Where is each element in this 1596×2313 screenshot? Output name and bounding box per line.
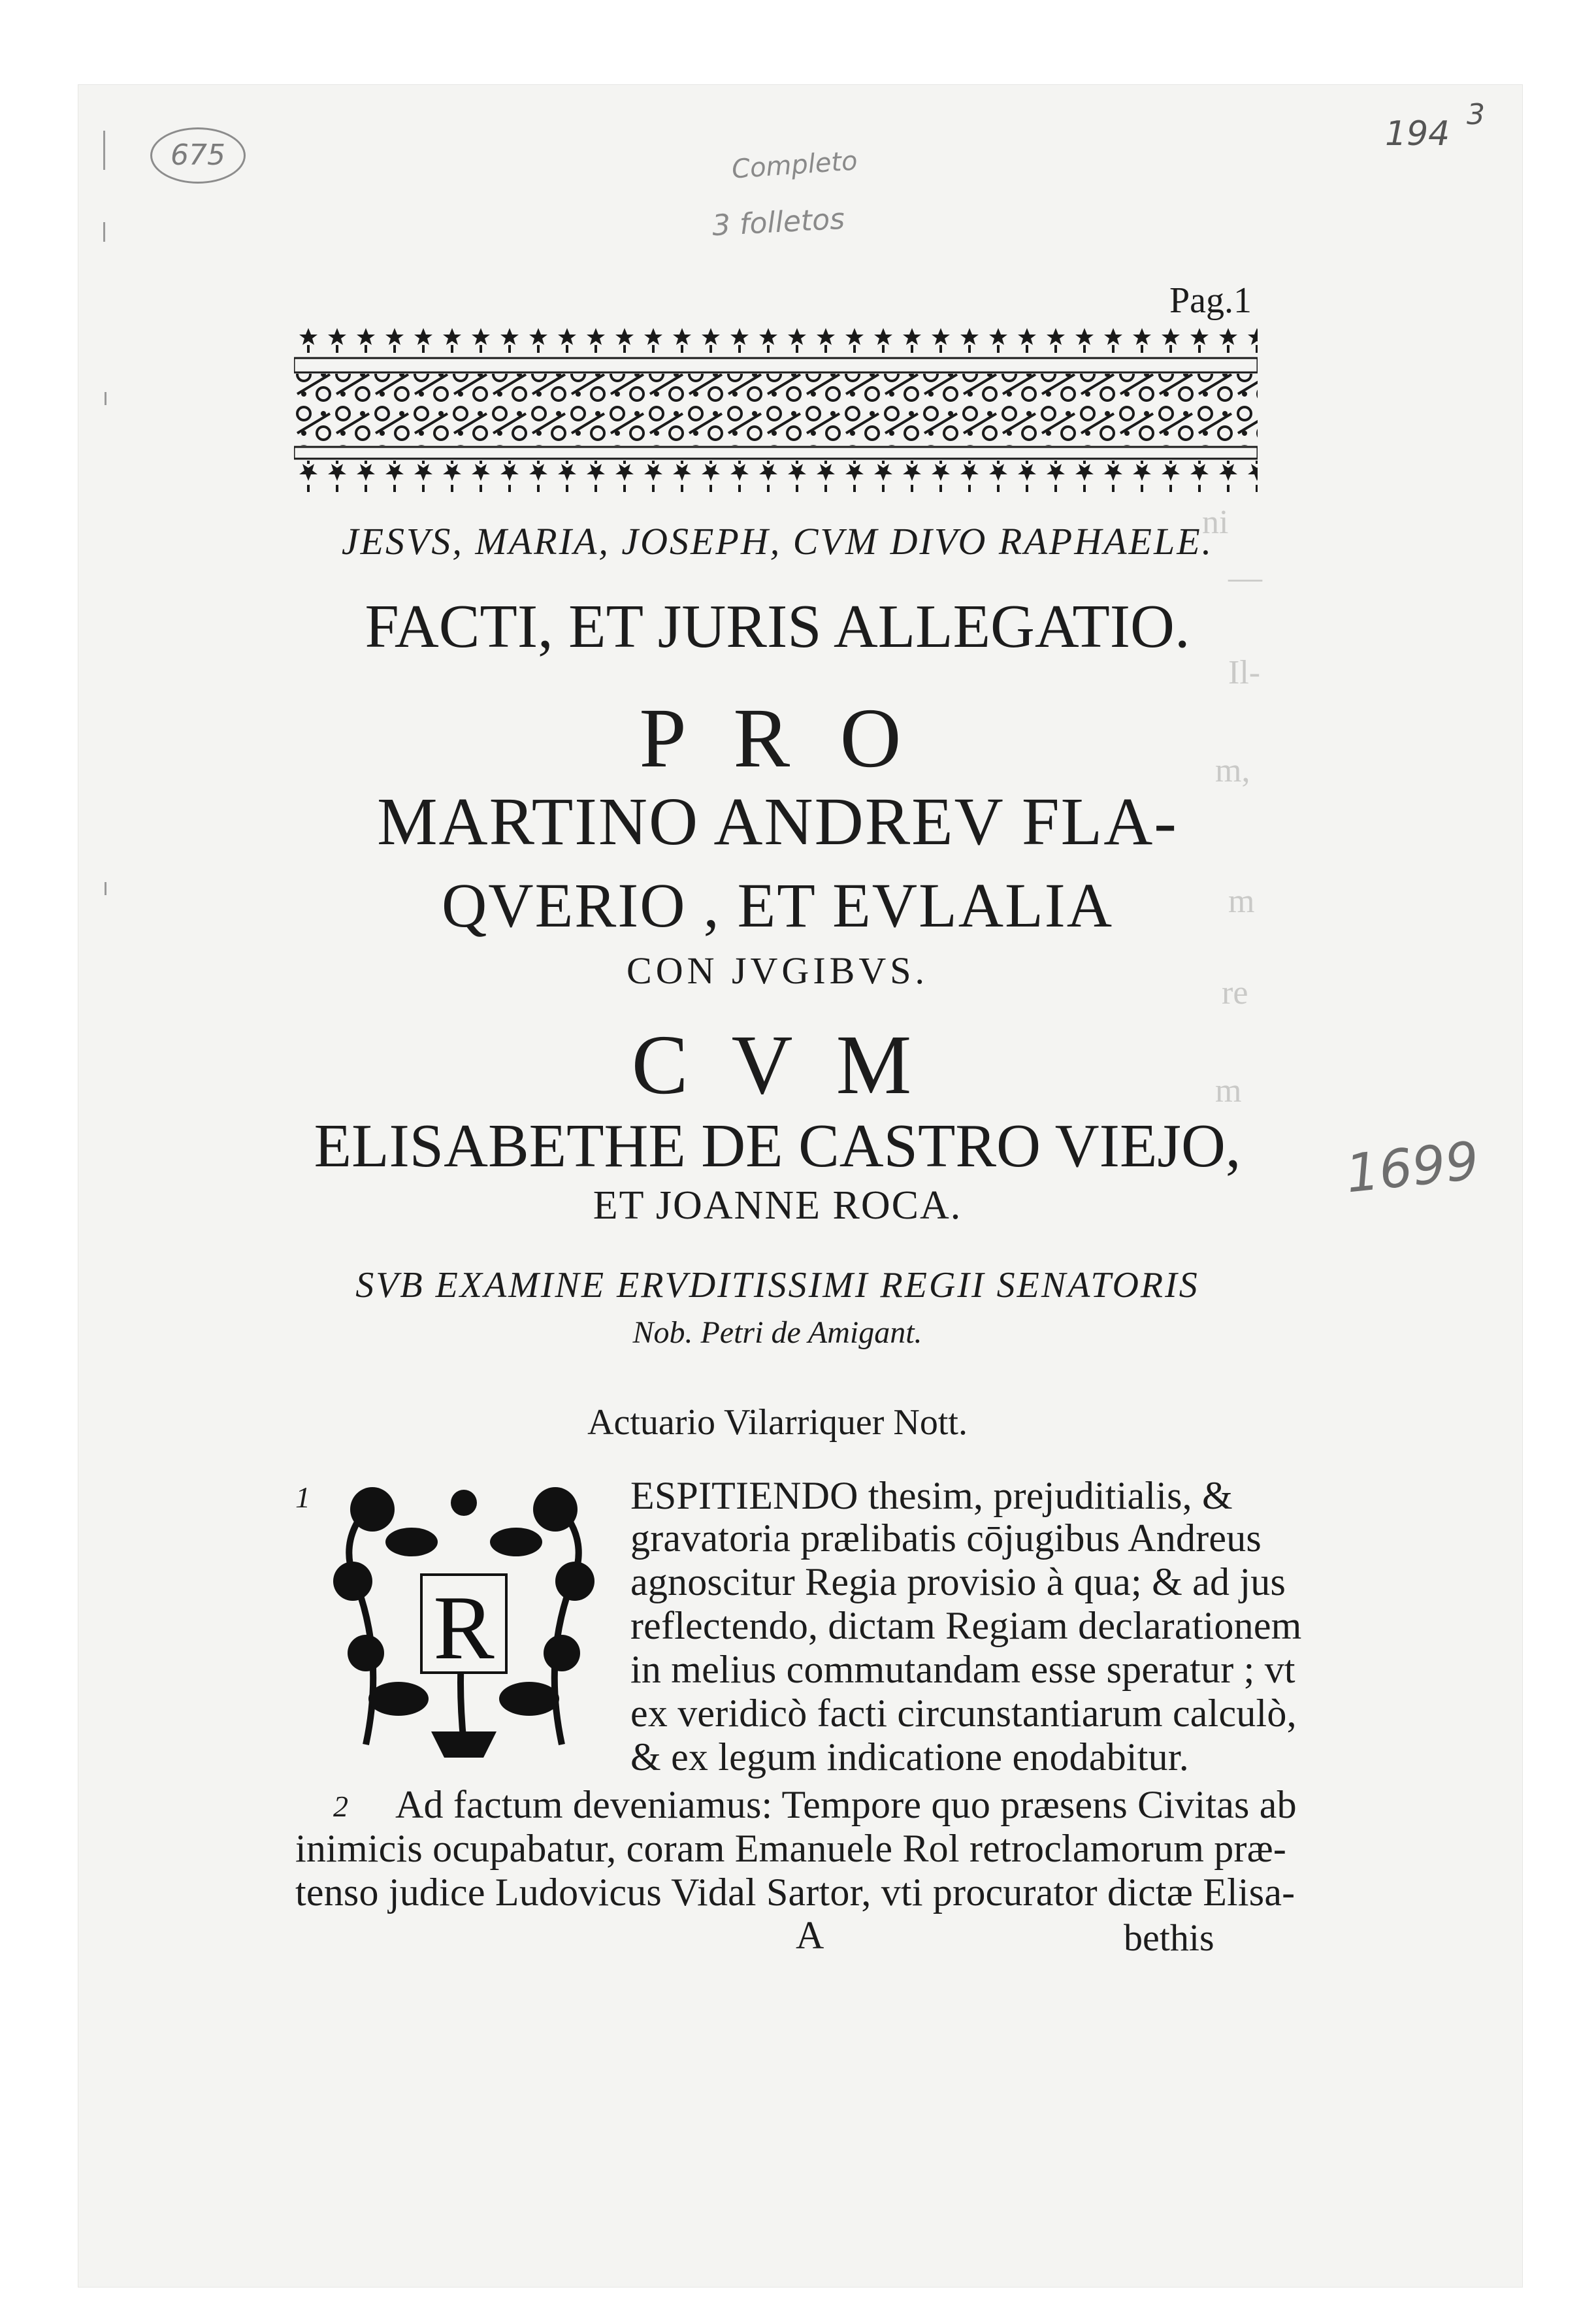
- title-line-1: FACTI, ET JURIS ALLEGATIO.: [365, 593, 1190, 661]
- paragraph-number-1: 1: [295, 1481, 310, 1514]
- bleed-through-ghost: re: [1222, 974, 1248, 1011]
- paragraph-number-2: 2: [333, 1790, 348, 1823]
- para1-line: reflectendo, dictam Regiam declarationem: [630, 1604, 1302, 1647]
- page-number: Pag.1: [1169, 280, 1252, 321]
- para1-line: agnoscitur Regia provisio à qua; & ad jus: [630, 1560, 1286, 1603]
- title-line-7: ELISABETHE DE CASTRO VIEJO,: [314, 1112, 1241, 1180]
- bleed-through-ghost: —: [1228, 559, 1262, 597]
- title-line-5: CON JVGIBVS.: [627, 949, 928, 992]
- title-line-8: ET JOANNE ROCA.: [593, 1183, 962, 1228]
- pencil-note-folletos: 3 folletos: [711, 202, 846, 243]
- title-line-3: MARTINO ANDREV FLA-: [377, 784, 1178, 859]
- bleed-through-ghost: m,: [1215, 752, 1250, 789]
- pencil-year-note: 1699: [1343, 1130, 1482, 1205]
- bleed-through-ghost: ni: [1202, 504, 1229, 541]
- para1-line: gravatoria prælibatis cōjugibus Andreus: [630, 1517, 1262, 1560]
- pencil-note-completo: Completo: [730, 146, 859, 185]
- archive-number-stamp: 675: [150, 127, 246, 184]
- title-line-2: P R O: [639, 691, 916, 785]
- binding-mark: [105, 882, 106, 895]
- pencil-folio-number: 194: [1385, 114, 1450, 154]
- ornament-band: [294, 325, 1258, 492]
- catchword: bethis: [1124, 1916, 1214, 1959]
- binding-mark: [103, 131, 105, 170]
- decorative-initial-r: [327, 1483, 601, 1758]
- para1-line: ESPITIENDO thesim, prejuditialis, &: [630, 1474, 1233, 1517]
- title-line-6: C V M: [631, 1018, 924, 1112]
- para1-line: ex veridicò facti circunstantiarum calculò,: [630, 1692, 1297, 1735]
- signature-mark: A: [796, 1914, 824, 1957]
- invocation-line: JESVS, MARIA, JOSEPH, CVM DIVO RAPHAELE.: [341, 520, 1214, 563]
- title-line-10: Nob. Petri de Amigant.: [632, 1315, 922, 1350]
- bleed-through-ghost: m: [1215, 1072, 1242, 1109]
- para2-line: tenso judice Ludovicus Vidal Sartor, vti procurator dictæ Elisa-: [295, 1871, 1295, 1914]
- title-line-9: SVB EXAMINE ERVDITISSIMI REGII SENATORIS: [355, 1265, 1199, 1305]
- para2-line: inimicis ocupabatur, coram Emanuele Rol retroclamorum præ-: [295, 1827, 1287, 1870]
- title-line-4: QVERIO , ET EVLALIA: [441, 870, 1114, 940]
- pencil-folio-number-2: 3: [1467, 98, 1485, 131]
- binding-mark: [103, 222, 105, 242]
- para2-line: Ad factum deveniamus: Tempore quo præsens Civitas ab: [395, 1783, 1297, 1826]
- initial-letter: R: [433, 1577, 495, 1679]
- binding-mark: [105, 392, 106, 405]
- title-line-11: Actuario Vilarriquer Nott.: [587, 1402, 968, 1443]
- para1-line: & ex legum indicatione enodabitur.: [630, 1735, 1189, 1779]
- bleed-through-ghost: Il-: [1228, 654, 1261, 691]
- bleed-through-ghost: m: [1228, 883, 1255, 920]
- para1-line: in melius commutandam esse speratur ; vt: [630, 1648, 1295, 1691]
